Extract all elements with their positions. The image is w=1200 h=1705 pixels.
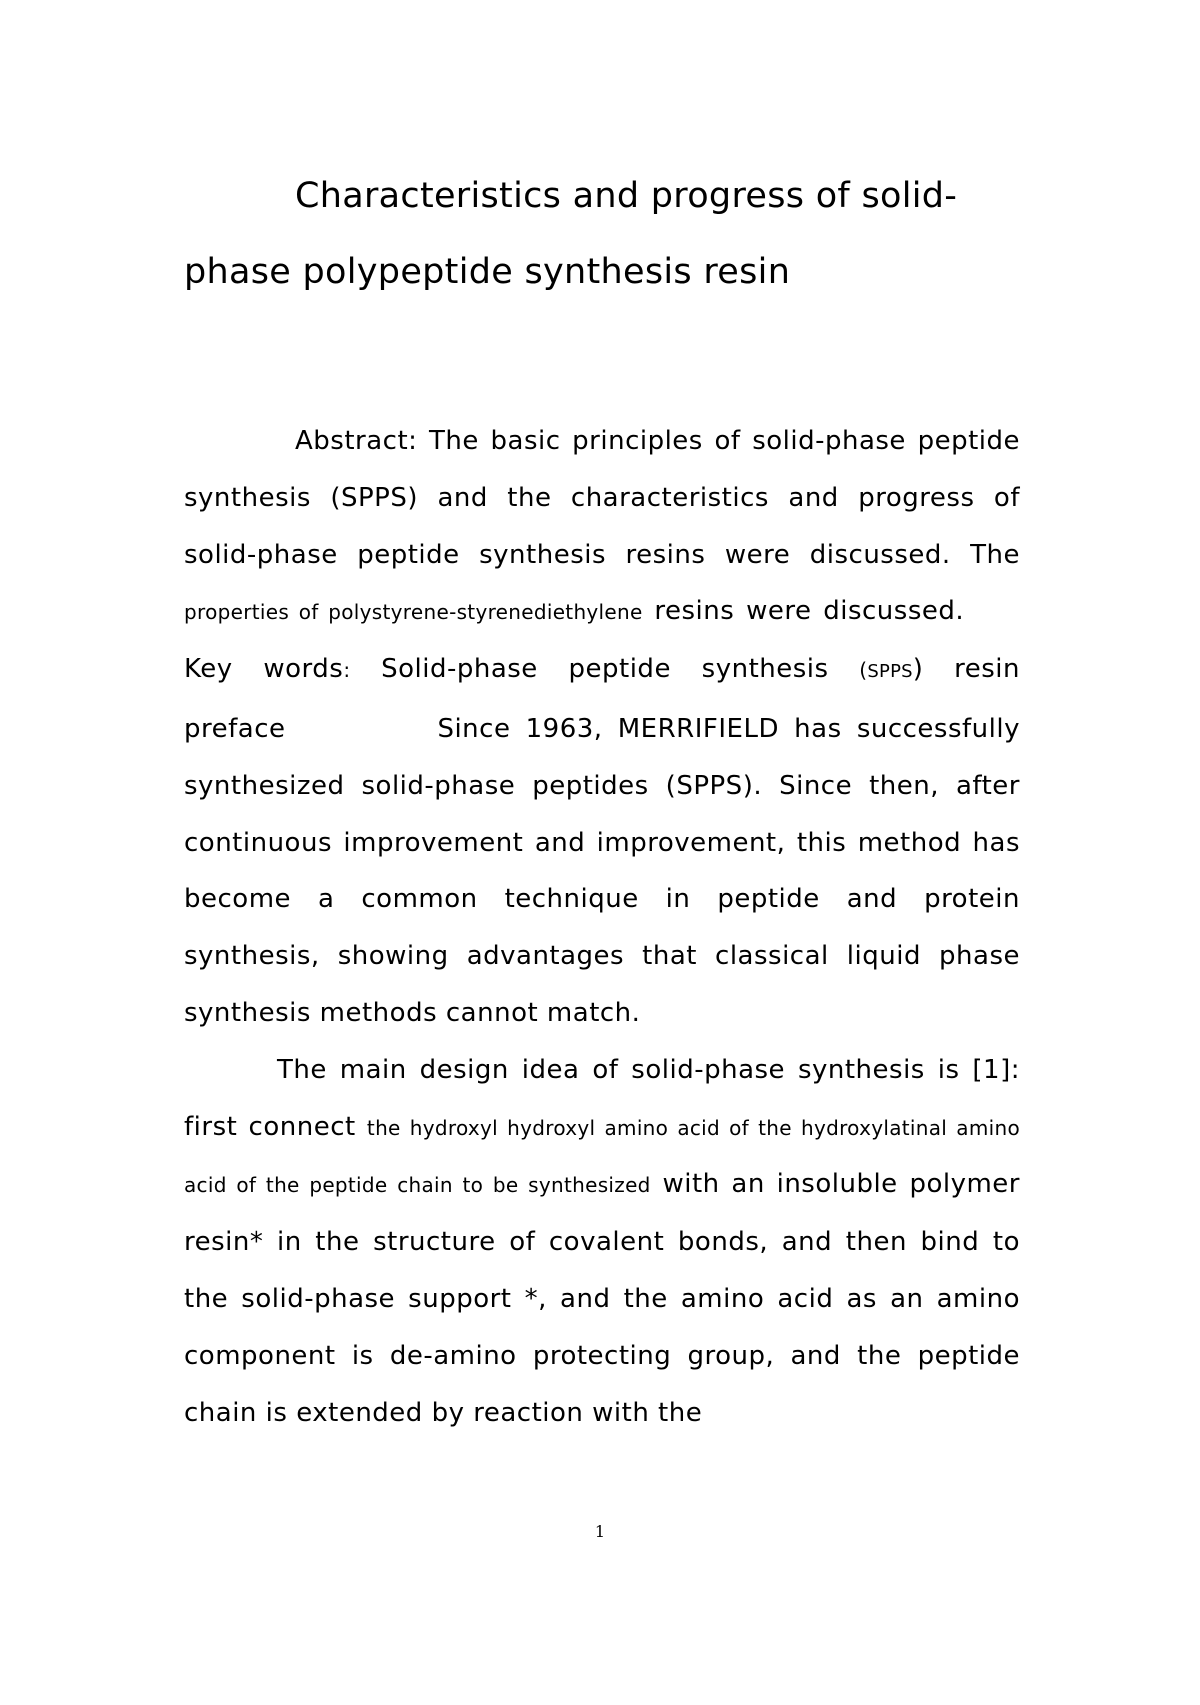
spps-small: SPPS <box>867 661 913 683</box>
abstract-paragraph <box>184 413 1020 1042</box>
design-idea-text: The main design idea of solid-phase synthesis is [1]: first connect <box>184 1054 1020 1142</box>
design-idea-text-cont: with an insoluble polymer resin* in the structure of covalent bonds, and then bind to the solid-phase support *, and the amino acid as an amino component is de-amino protecting group, and the peptide chain is extended by reaction with the <box>184 1169 1020 1428</box>
design-idea-paragraph <box>184 1042 1020 1442</box>
document-body <box>184 413 1020 1441</box>
document-title <box>184 158 1020 310</box>
document-title-text: Characteristics and progress of solid-phase polypeptide synthesis resin <box>184 176 958 292</box>
preface-text: Since 1963, MERRIFIELD has successfully synthesized solid-phase peptides (SPPS). Since then, after continuous improvement and improvement, this method has become a common technique in peptide and protein synthesis, showing advantages that classical liquid phase synthesis methods cannot match. <box>184 713 1020 1028</box>
spps-paren-open: ( <box>859 658 868 683</box>
abstract-text: Abstract: The basic principles of solid-phase peptide synthesis (SPPS) and the characteristics and progress of solid-phase peptide synthesis resins were discussed. The <box>184 426 1020 570</box>
resin-preface-text: ) resin preface <box>184 654 1021 744</box>
key-words-colon: : <box>343 658 351 683</box>
abstract-text-cont: resins were discussed. <box>654 596 965 627</box>
abstract-small-text: properties of polystyrene-styrenediethylene <box>184 600 643 625</box>
design-idea-small-text: the hydroxyl hydroxyl amino acid of the hydroxylatinal amino acid of the peptide chain to be synthesized <box>184 1115 1020 1198</box>
key-words-label: Key words <box>184 654 344 685</box>
key-words-text: Solid-phase peptide synthesis <box>381 654 829 685</box>
page-number: 1 <box>594 1522 606 1541</box>
